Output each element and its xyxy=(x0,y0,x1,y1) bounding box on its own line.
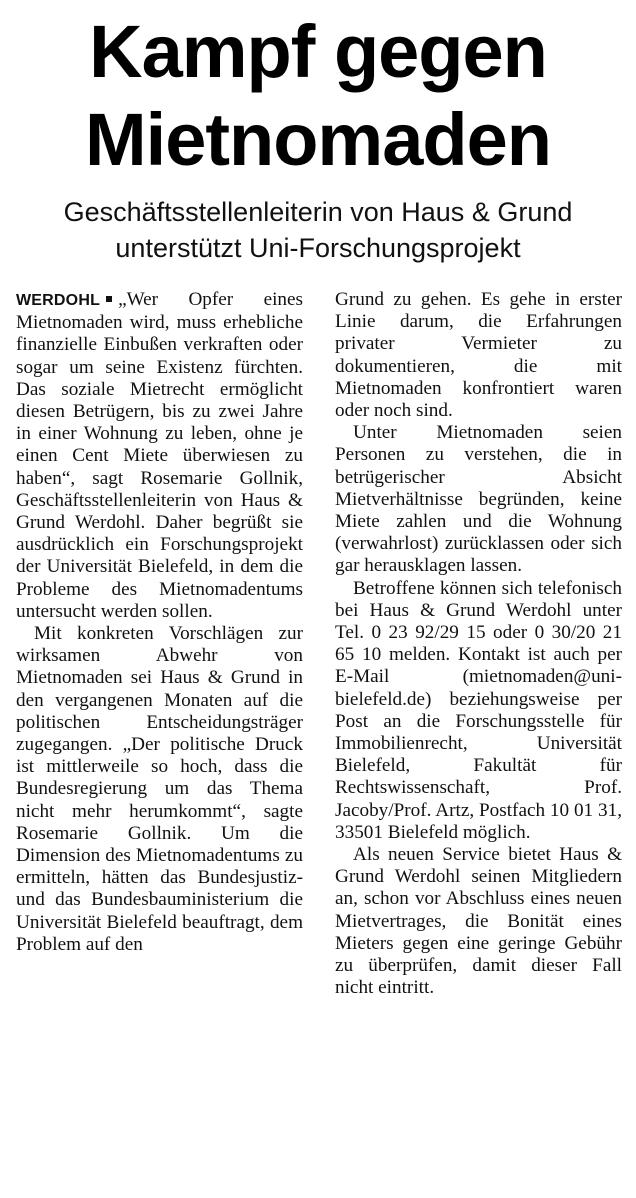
paragraph: Unter Mietnomaden seien Personen zu verstehen, die in betrügerischer Absicht Mietverhältnisse begründen, keine Miete zahlen und die Wohnung (verwahrlost) zurücklassen oder sich gar herausklagen lassen. xyxy=(335,422,622,577)
headline-line-2: Mietnomaden xyxy=(85,98,551,181)
dateline-separator-square xyxy=(106,296,112,302)
headline-line-1: Kampf gegen xyxy=(89,10,547,93)
dateline: WERDOHL xyxy=(16,292,101,309)
paragraph-text: „Wer Opfer eines Mietnomaden wird, muss erhebliche finanzielle Einbußen verkraften oder sogar um seine Existenz fürchten. Das soziale Mietrecht ermöglicht diesen Betrügern, bis zu zwei Jahre in einer Wohnung zu leben, ohne je einen Cent Miete überwiesen zu haben“, sagt Rosemarie Gollnik, Geschäftsstellenleiterin von Haus & Grund Werdohl. Daher begrüßt sie ausdrücklich ein Forschungsprojekt der Universität Bielefeld, in dem die Probleme des Mietnomadentums untersucht werden sollen. xyxy=(16,289,303,622)
paragraph: Betroffene können sich telefonisch bei Haus & Grund Werdohl unter Tel. 0 23 92/29 15 oder 0 30/20 21 65 10 melden. Kontakt ist auch per E-Mail (mietnomaden@uni-bielefeld.de) beziehungsweise per Post an die Forschungsstelle für Immobilienrecht, Universität Bielefeld, Fakultät für Rechtswissenschaft, Prof. Jacoby/Prof. Artz, Postfach 10 01 31, 33501 Bielefeld möglich. xyxy=(335,577,622,843)
left-column xyxy=(16,289,303,1000)
paragraph: Mit konkreten Vorschlägen zur wirksamen Abwehr von Mietnomaden sei Haus & Grund in den vergangenen Monaten auf die politischen Entscheidungsträger zugegangen. „Der politische Druck ist mittlerweile so hoch, dass die Bundesregierung um das Thema nicht mehr herumkommt“, sagte Rosemarie Gollnik. Um die Dimension des Mietnomadentums zu ermitteln, hätten das Bundesjustiz- und das Bundesbauministerium die Universität Bielefeld beauftragt, dem Problem auf den xyxy=(16,623,303,955)
subheadline-line-2: unterstützt Uni-Forschungsprojekt xyxy=(115,233,521,263)
subheadline-line-1: Geschäftsstellenleiterin von Haus & Grund xyxy=(63,197,573,227)
article-body xyxy=(16,289,622,1000)
headline xyxy=(0,0,636,184)
right-column xyxy=(335,289,622,1000)
paragraph: Als neuen Service bietet Haus & Grund Werdohl seinen Mitgliedern an, schon vor Abschluss eines neuen Mietvertrages, die Bonität eines Mieters gegen eine geringe Gebühr zu überprüfen, damit dieser Fall nicht eintritt. xyxy=(335,844,622,999)
subheadline xyxy=(0,194,636,266)
paragraph xyxy=(16,289,303,623)
paragraph: Grund zu gehen. Es gehe in erster Linie darum, die Erfahrungen privater Vermieter zu dokumentieren, die mit Mietnomaden konfrontiert waren oder noch sind. xyxy=(335,289,622,422)
